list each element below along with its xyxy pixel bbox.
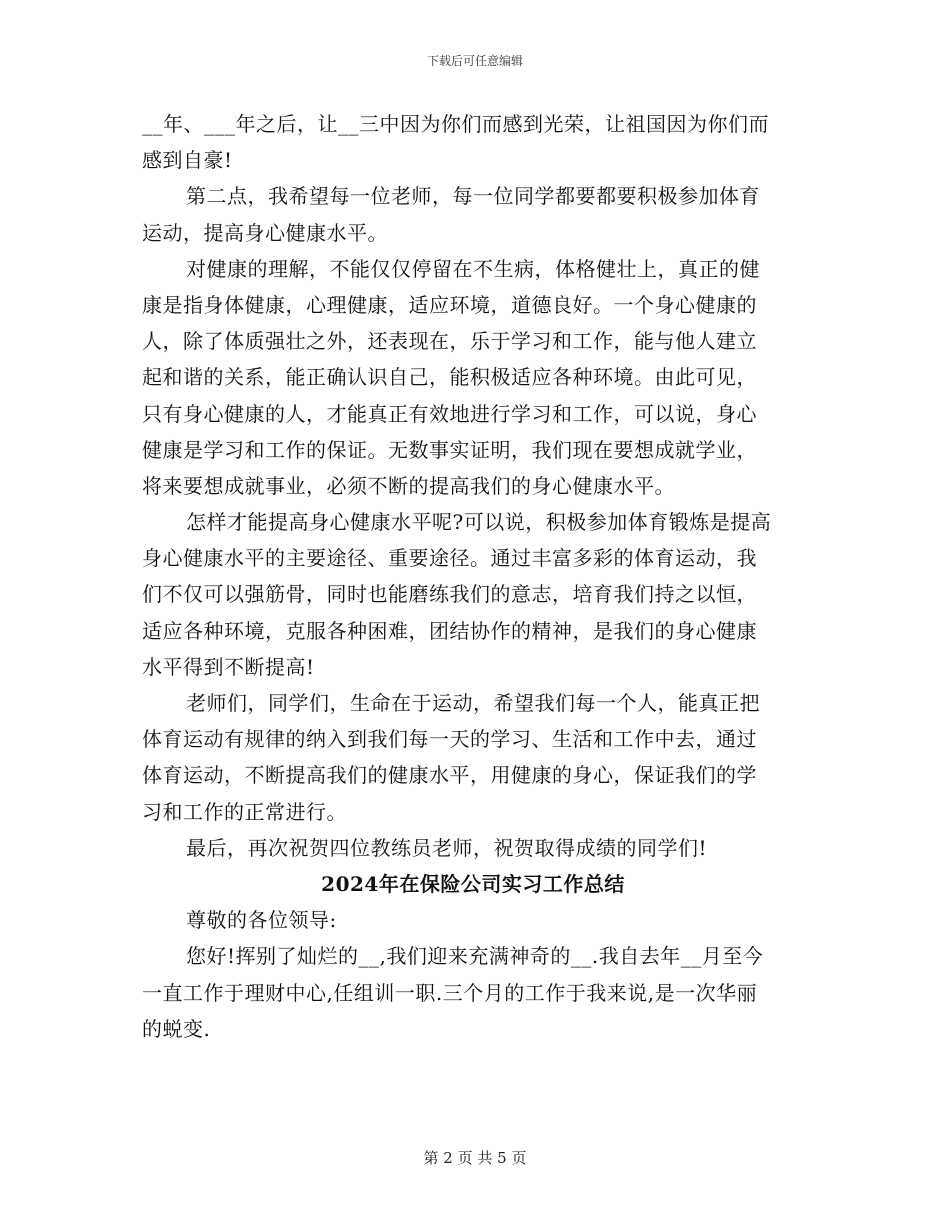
text-line: 只有身心健康的人，才能真正有效地进行学习和工作，可以说，身心 — [142, 401, 757, 426]
text-line: 体育运动，不断提高我们的健康水平，用健康的身心，保证我们的学 — [142, 763, 757, 788]
document-body — [142, 106, 804, 1047]
text-line: 人，除了体质强壮之外，还表现在，乐于学习和工作，能与他人建立 — [142, 329, 757, 354]
text-line: 尊敬的各位领导: — [186, 908, 337, 933]
text-line: 习和工作的正常进行。 — [142, 799, 347, 824]
text-line: 起和谐的关系，能正确认识自己，能积极适应各种环境。由此可见， — [142, 365, 757, 390]
text-line: 怎样才能提高身心健康水平呢?可以说，积极参加体育锻炼是提高 — [186, 510, 772, 535]
report-text — [142, 902, 804, 1047]
text-line: 第二点，我希望每一位老师，每一位同学都要都要积极参加体育 — [186, 184, 760, 209]
text-line: 体育运动有规律的纳入到我们每一天的学习、生活和工作中去，通过 — [142, 727, 757, 752]
text-line: 最后，再次祝贺四位教练员老师，祝贺取得成绩的同学们! — [186, 835, 708, 860]
speech-text — [142, 106, 804, 866]
text-line: 们不仅可以强筋骨，同时也能磨练我们的意志，培育我们持之以恒， — [142, 582, 757, 607]
text-line: 您好!挥别了灿烂的__,我们迎来充满神奇的__.我自去年__月至今 — [186, 944, 764, 969]
text-line: 健康是学习和工作的保证。无数事实证明，我们现在要想成就学业， — [142, 437, 757, 462]
text-line: 运动，提高身心健康水平。 — [142, 220, 388, 245]
text-line: 身心健康水平的主要途径、重要途径。通过丰富多彩的体育运动，我 — [142, 546, 757, 571]
text-line: 一直工作于理财中心,任组训一职.三个月的工作于我来说,是一次华丽 — [142, 980, 758, 1005]
text-line: 适应各种环境，克服各种困难，团结协作的精神，是我们的身心健康 — [142, 618, 757, 643]
text-line: 对健康的理解，不能仅仅停留在不生病，体格健壮上，真正的健 — [186, 256, 760, 281]
text-line: 感到自豪! — [142, 148, 233, 173]
section-title: 2024年在保险公司实习工作总结 — [321, 871, 625, 896]
text-line: 水平得到不断提高! — [142, 654, 315, 679]
page-header: 下载后可任意编辑 — [426, 54, 523, 68]
text-line: __年、___年之后，让__三中因为你们而感到光荣，让祖国因为你们而 — [142, 112, 769, 136]
page-footer: 第 2 页 共 5 页 — [423, 1149, 527, 1167]
text-line: 康是指身体健康，心理健康，适应环境，道德良好。一个身心健康的 — [142, 292, 757, 317]
text-line: 将来要想成就事业，必须不断的提高我们的身心健康水平。 — [142, 473, 675, 498]
text-line: 老师们，同学们，生命在于运动，希望我们每一个人，能真正把 — [186, 691, 760, 715]
text-line: 的蜕变. — [142, 1016, 211, 1041]
